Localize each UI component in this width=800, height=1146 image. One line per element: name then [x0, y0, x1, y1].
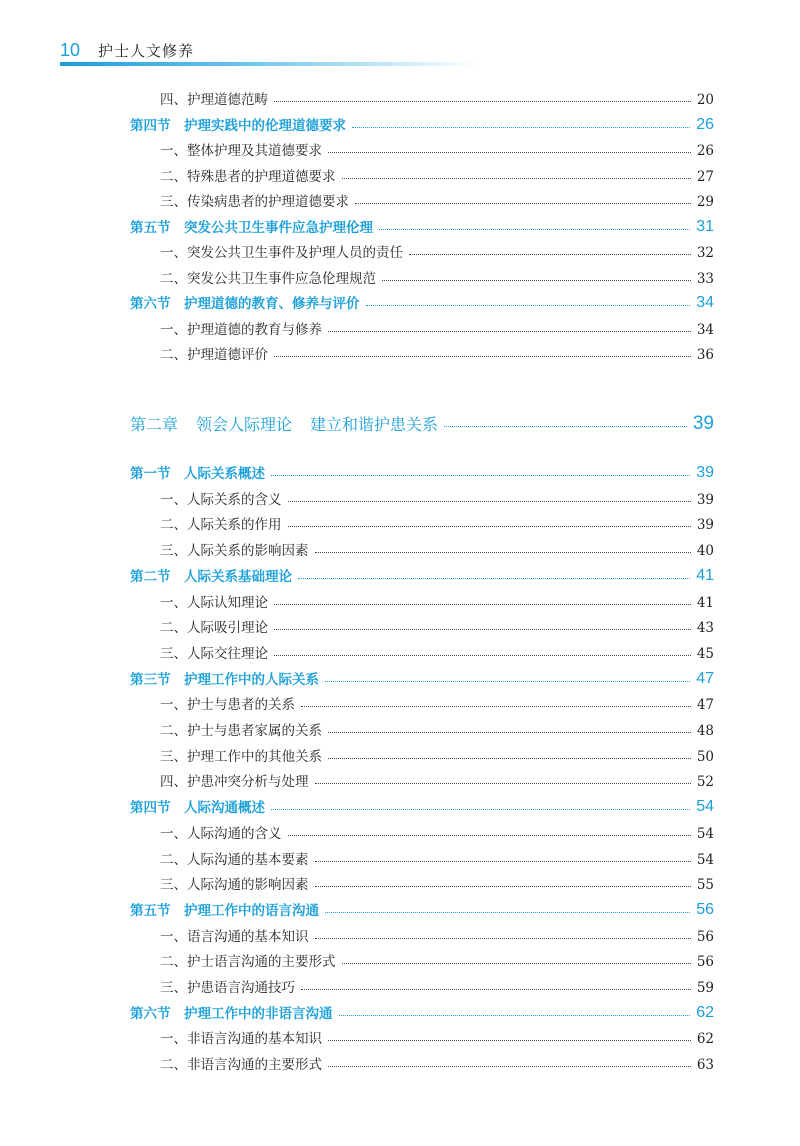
- entry-title: 第二节 人际关系基础理论: [130, 568, 292, 585]
- toc-item[interactable]: [160, 137, 714, 159]
- dot-leader: [328, 758, 691, 759]
- entry-page-number: 50: [696, 748, 714, 765]
- entry-title: 二、人际关系的作用: [160, 517, 282, 534]
- dot-leader: [366, 305, 691, 306]
- dot-leader: [274, 101, 691, 102]
- entry-title: 二、人际沟通的基本要素: [160, 851, 309, 868]
- entry-page-number: 55: [696, 877, 714, 894]
- toc-item[interactable]: [160, 691, 714, 713]
- entry-page-number: 32: [696, 245, 714, 261]
- header-gradient-rule: [60, 62, 480, 66]
- dot-leader: [288, 835, 691, 836]
- running-header: [60, 38, 194, 62]
- dot-leader: [325, 681, 690, 682]
- dot-leader: [325, 912, 690, 913]
- dot-leader: [274, 655, 691, 656]
- entry-page-number: 33: [696, 270, 714, 287]
- toc-section[interactable]: [130, 112, 714, 134]
- entry-page-number: 47: [696, 669, 714, 687]
- entry-title: 第四节 护理实践中的伦理道德要求: [130, 117, 346, 134]
- entry-page-number: 47: [696, 697, 714, 714]
- entry-page-number: 63: [696, 1057, 714, 1074]
- dot-leader: [352, 127, 690, 128]
- entry-title: 一、语言沟通的基本知识: [160, 928, 309, 945]
- entry-page-number: 31: [696, 217, 714, 235]
- entry-title: 第五节 突发公共卫生事件应急护理伦理: [130, 219, 373, 236]
- entry-page-number: 39: [696, 517, 714, 534]
- entry-title: 二、护理道德评价: [160, 347, 268, 363]
- book-title: 护士人文修养: [98, 41, 195, 60]
- dot-leader: [274, 629, 691, 630]
- entry-title: 四、护理道德范畴: [160, 92, 268, 108]
- entry-page-number: 39: [696, 491, 714, 508]
- toc-item[interactable]: [160, 974, 714, 996]
- dot-leader: [328, 732, 691, 733]
- toc-section[interactable]: [130, 897, 714, 919]
- entry-page-number: 29: [696, 194, 714, 210]
- entry-page-number: 43: [696, 620, 714, 637]
- toc-item[interactable]: [160, 239, 714, 261]
- toc-section[interactable]: [130, 794, 714, 816]
- toc-item[interactable]: [160, 846, 714, 868]
- toc-chapter[interactable]: [130, 409, 714, 435]
- entry-title: 一、人际关系的含义: [160, 491, 282, 508]
- chapter-title-part-b: 建立和谐护患关系: [310, 415, 439, 434]
- entry-title: 一、护士与患者的关系: [160, 697, 295, 714]
- dot-leader: [274, 356, 691, 357]
- toc-section[interactable]: [130, 563, 714, 585]
- dot-leader: [382, 280, 691, 281]
- dot-leader: [315, 783, 691, 784]
- entry-page-number: 41: [696, 566, 714, 584]
- dot-leader: [328, 331, 691, 332]
- chapter-title-part-a: 领会人际理论: [196, 415, 293, 434]
- entry-title: 第三节 护理工作中的人际关系: [130, 671, 319, 688]
- toc-section[interactable]: [130, 666, 714, 688]
- toc-item[interactable]: [160, 640, 714, 662]
- chapter-page-number: 39: [692, 413, 714, 434]
- entry-page-number: 59: [696, 980, 714, 996]
- entry-title: 三、人际沟通的影响因素: [160, 877, 309, 894]
- entry-title: 一、护理道德的教育与修养: [160, 321, 322, 338]
- dot-leader: [288, 501, 691, 502]
- dot-leader: [339, 1015, 691, 1016]
- toc-item[interactable]: [160, 923, 714, 945]
- entry-title: 第五节 护理工作中的语言沟通: [130, 902, 319, 919]
- entry-page-number: 56: [696, 954, 714, 971]
- entry-title: 第一节 人际关系概述: [130, 466, 265, 482]
- toc-item[interactable]: [160, 768, 714, 790]
- toc-item[interactable]: [160, 316, 714, 338]
- dot-leader: [342, 963, 691, 964]
- entry-page-number: 56: [696, 900, 714, 918]
- entry-title: 三、传染病患者的护理道德要求: [160, 194, 349, 210]
- chapter-label: 第二章: [130, 415, 179, 434]
- entry-title: 三、人际交往理论: [160, 645, 268, 662]
- entry-page-number: 54: [696, 798, 714, 816]
- toc-item[interactable]: [160, 486, 714, 508]
- entry-page-number: 62: [696, 1031, 714, 1048]
- entry-page-number: 54: [696, 851, 714, 868]
- entry-page-number: 39: [696, 464, 714, 481]
- entry-title: 三、护理工作中的其他关系: [160, 748, 322, 765]
- entry-page-number: 52: [696, 774, 714, 791]
- entry-title: 二、护士与患者家属的关系: [160, 723, 322, 739]
- entry-title: 二、非语言沟通的主要形式: [160, 1057, 322, 1074]
- entry-title: 二、特殊患者的护理道德要求: [160, 168, 336, 185]
- dot-leader: [301, 706, 691, 707]
- entry-title: 一、突发公共卫生事件及护理人员的责任: [160, 245, 403, 261]
- toc-section[interactable]: [130, 290, 714, 312]
- toc-item[interactable]: [160, 265, 714, 287]
- dot-leader: [271, 475, 690, 476]
- toc-item[interactable]: [160, 589, 714, 611]
- dot-leader: [315, 552, 691, 553]
- entry-title: 二、护士语言沟通的主要形式: [160, 954, 336, 971]
- toc-item[interactable]: [160, 871, 714, 893]
- entry-page-number: 48: [696, 723, 714, 739]
- entry-page-number: 26: [696, 143, 714, 159]
- entry-title: 一、人际认知理论: [160, 594, 268, 611]
- entry-title: 一、整体护理及其道德要求: [160, 143, 322, 159]
- entry-title: 二、突发公共卫生事件应急伦理规范: [160, 270, 376, 287]
- page-number: 10: [60, 39, 81, 60]
- dot-leader: [328, 1040, 691, 1041]
- entry-title: 四、护患冲突分析与处理: [160, 774, 309, 791]
- toc-item[interactable]: [160, 948, 714, 970]
- dot-leader: [271, 809, 690, 810]
- entry-page-number: 34: [696, 321, 714, 338]
- toc-item[interactable]: [160, 341, 714, 363]
- entry-page-number: 54: [696, 825, 714, 842]
- toc-item[interactable]: [160, 537, 714, 559]
- dot-leader: [379, 229, 690, 230]
- dot-leader: [315, 938, 691, 939]
- entry-page-number: 20: [696, 92, 714, 108]
- entry-title: 第四节 人际沟通概述: [130, 800, 265, 817]
- dot-leader: [298, 578, 690, 579]
- toc-item[interactable]: [160, 820, 714, 842]
- entry-title: 第六节 护理工作中的非语言沟通: [130, 1005, 333, 1022]
- entry-title: 三、护患语言沟通技巧: [160, 980, 295, 996]
- entry-page-number: 41: [696, 594, 714, 611]
- dot-leader: [288, 526, 691, 527]
- toc-item[interactable]: [160, 743, 714, 765]
- dot-leader: [409, 254, 691, 255]
- toc-item[interactable]: [160, 614, 714, 636]
- entry-title: 第六节 护理道德的教育、修养与评价: [130, 296, 360, 312]
- entry-page-number: 27: [696, 168, 714, 185]
- toc-item[interactable]: [160, 511, 714, 533]
- entry-page-number: 36: [696, 347, 714, 363]
- dot-leader: [301, 989, 691, 990]
- entry-title: 一、人际沟通的含义: [160, 825, 282, 842]
- toc-item[interactable]: [160, 163, 714, 185]
- entry-title: 三、人际关系的影响因素: [160, 543, 309, 560]
- entry-page-number: 62: [696, 1003, 714, 1021]
- dot-leader: [328, 1066, 691, 1067]
- toc-section[interactable]: [130, 214, 714, 236]
- dot-leader: [355, 203, 691, 204]
- dot-leader: [274, 604, 691, 605]
- toc-item[interactable]: [160, 86, 714, 108]
- toc-item[interactable]: [160, 188, 714, 210]
- chapter-title: [130, 412, 438, 435]
- entry-title: 一、非语言沟通的基本知识: [160, 1031, 322, 1048]
- entry-page-number: 40: [696, 543, 714, 560]
- dot-leader: [328, 152, 691, 153]
- dot-leader: [342, 178, 691, 179]
- dot-leader: [315, 886, 691, 887]
- toc-section[interactable]: [130, 460, 714, 482]
- entry-page-number: 34: [696, 294, 714, 311]
- toc-section[interactable]: [130, 1000, 714, 1022]
- entry-page-number: 56: [696, 928, 714, 945]
- entry-title: 二、人际吸引理论: [160, 620, 268, 637]
- toc-item[interactable]: [160, 1051, 714, 1073]
- entry-page-number: 26: [696, 115, 714, 133]
- dot-leader: [315, 861, 691, 862]
- dot-leader: [444, 426, 687, 427]
- toc-item[interactable]: [160, 1025, 714, 1047]
- toc-item[interactable]: [160, 717, 714, 739]
- entry-page-number: 45: [696, 645, 714, 662]
